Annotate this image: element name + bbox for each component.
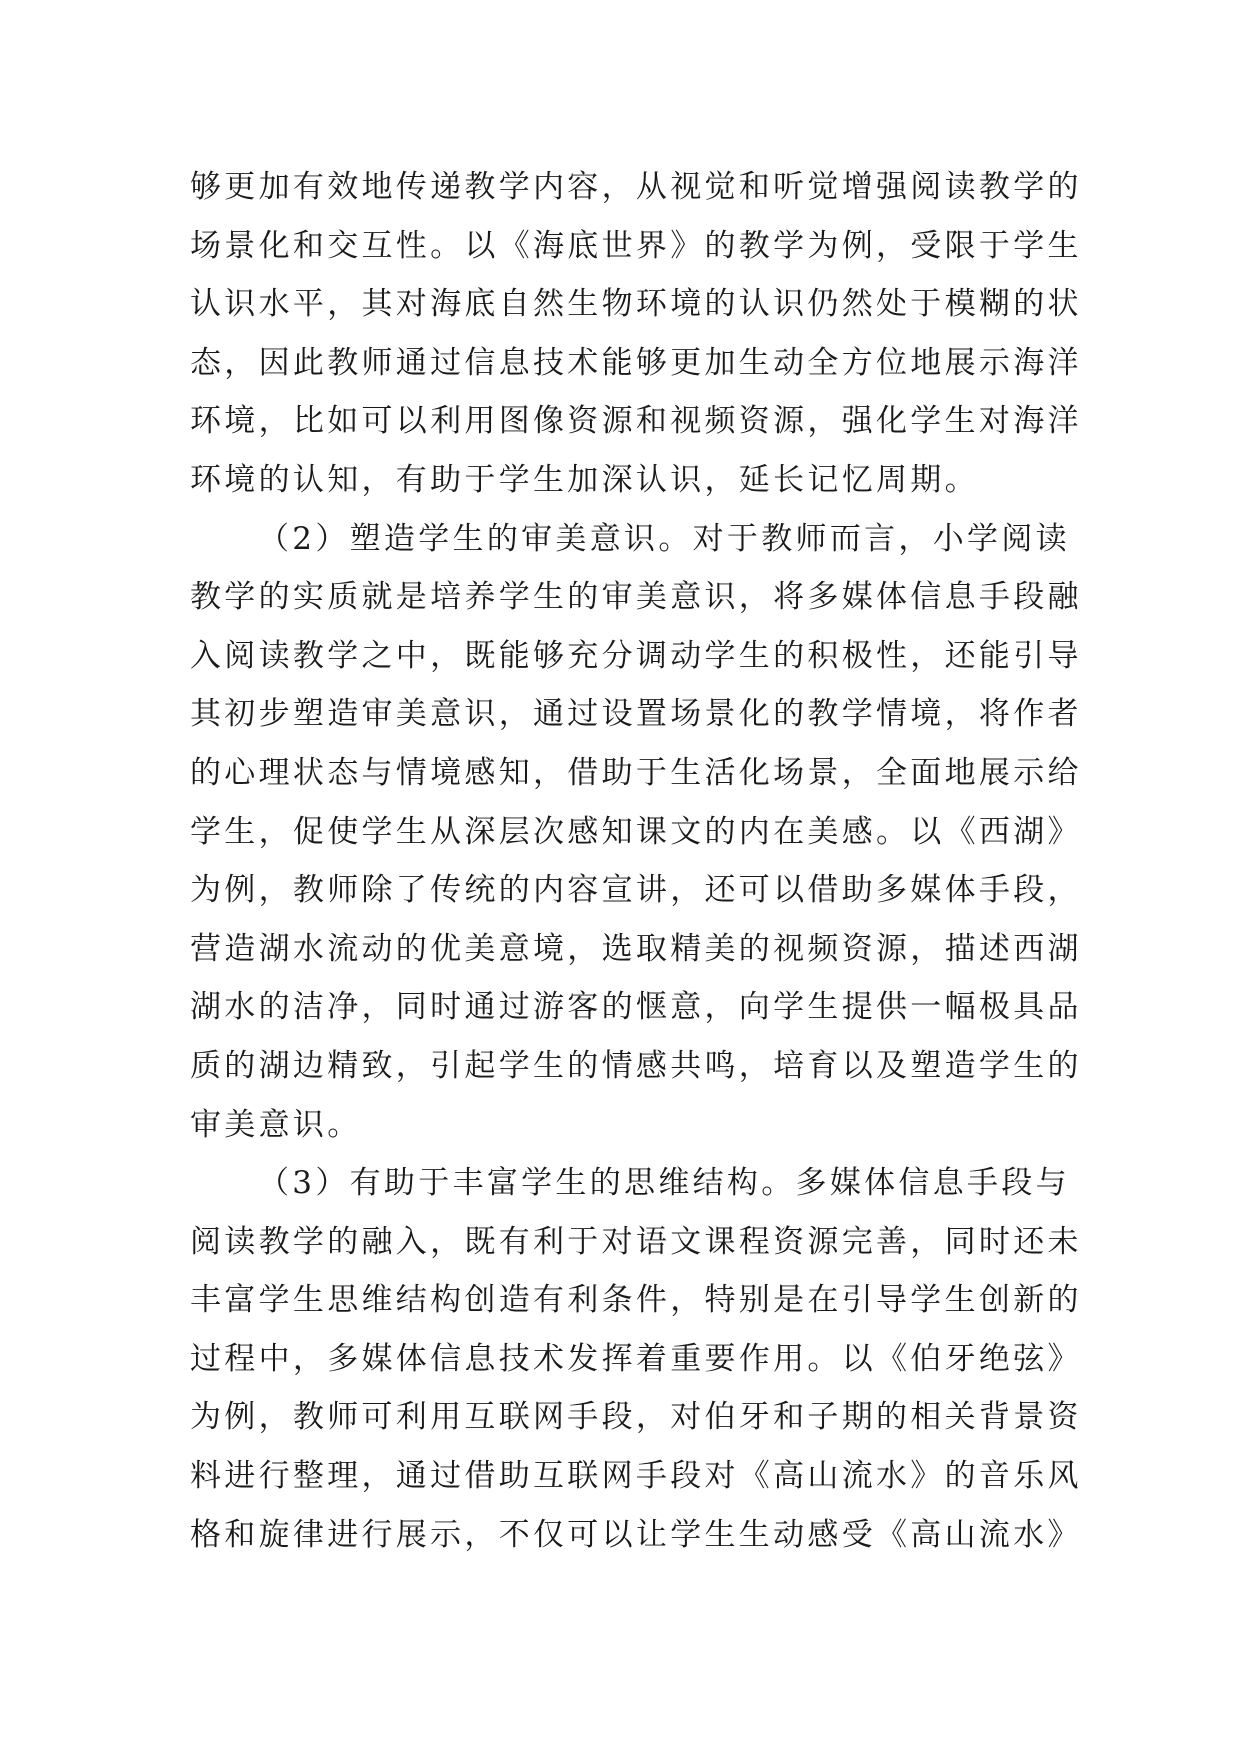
text-line: （2）塑造学生的审美意识。对于教师而言，小学阅读: [258, 520, 1070, 557]
text-line: 为例，教师除了传统的内容宣讲，还可以借助多媒体手段，: [190, 872, 1082, 909]
text-line: 为例，教师可利用互联网手段，对伯牙和子期的相关背景资: [190, 1399, 1082, 1436]
paragraph-1: [190, 158, 1082, 510]
text-line: 态，因此教师通过信息技术能够更加生动全方位地展示海洋: [190, 344, 1082, 381]
text-line: 审美意识。: [190, 1106, 362, 1143]
text-line: 过程中，多媒体信息技术发挥着重要作用。以《伯牙绝弦》: [190, 1340, 1082, 1377]
text-line: 湖水的洁净，同时通过游客的惬意，向学生提供一幅极具品: [190, 989, 1082, 1026]
paragraph-2: [190, 510, 1082, 1155]
text-line: 阅读教学的融入，既有利于对语文课程资源完善，同时还未: [190, 1223, 1082, 1260]
text-line: 场景化和交互性。以《海底世界》的教学为例，受限于学生: [190, 227, 1082, 264]
text-line: 丰富学生思维结构创造有利条件，特别是在引导学生创新的: [190, 1282, 1082, 1319]
text-line: 学生，促使学生从深层次感知课文的内在美感。以《西湖》: [190, 813, 1082, 850]
text-line: 环境，比如可以利用图像资源和视频资源，强化学生对海洋: [190, 403, 1082, 440]
text-line: 教学的实质就是培养学生的审美意识，将多媒体信息手段融: [190, 579, 1082, 616]
text-line: 其初步塑造审美意识，通过设置场景化的教学情境，将作者: [190, 696, 1082, 733]
text-line: （3）有助于丰富学生的思维结构。多媒体信息手段与: [258, 1165, 1070, 1202]
text-line: 认识水平，其对海底自然生物环境的认识仍然处于模糊的状: [190, 286, 1082, 323]
body-text: [190, 158, 1082, 1564]
text-line: 格和旋律进行展示，不仅可以让学生生动感受《高山流水》: [190, 1516, 1082, 1553]
text-line: 够更加有效地传递教学内容，从视觉和听觉增强阅读教学的: [190, 169, 1082, 205]
text-line: 环境的认知，有助于学生加深认识，延长记忆周期。: [190, 461, 979, 498]
text-line: 的心理状态与情境感知，借助于生活化场景，全面地展示给: [190, 754, 1082, 791]
text-line: 料进行整理，通过借助互联网手段对《高山流水》的音乐风: [190, 1458, 1082, 1495]
text-line: 质的湖边精致，引起学生的情感共鸣，培育以及塑造学生的: [190, 1047, 1082, 1084]
text-line: 营造湖水流动的优美意境，选取精美的视频资源，描述西湖: [190, 930, 1082, 967]
text-line: 入阅读教学之中，既能够充分调动学生的积极性，还能引导: [190, 637, 1082, 674]
paragraph-3: [190, 1154, 1082, 1564]
